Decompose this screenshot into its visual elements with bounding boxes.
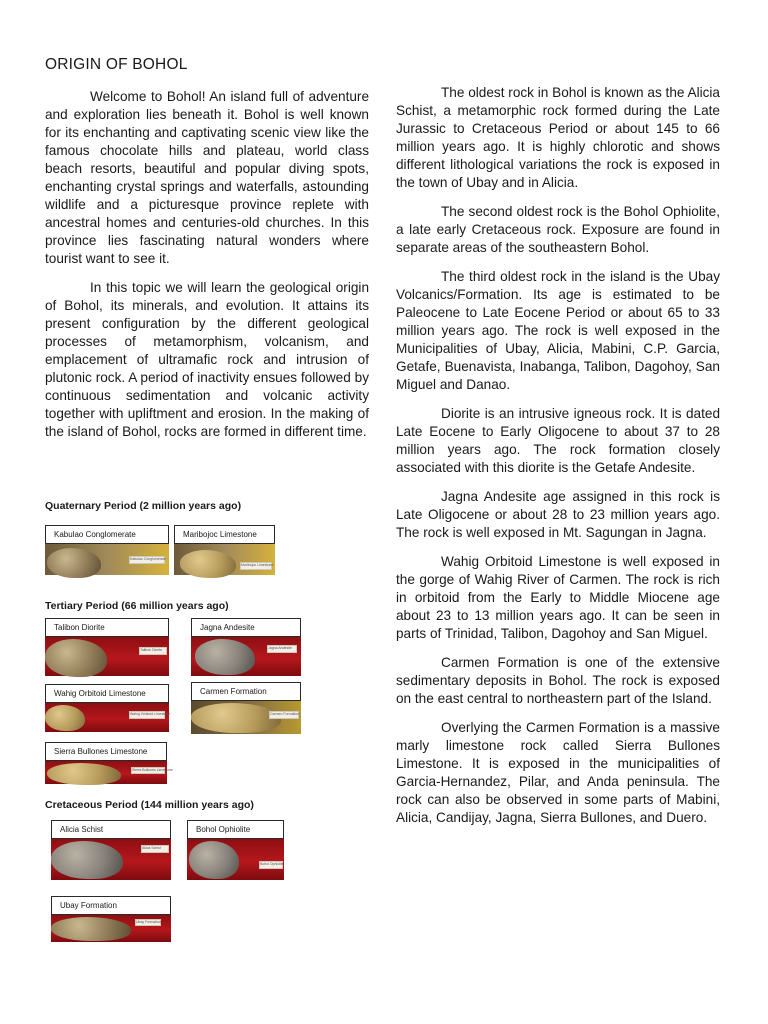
quaternary-heading: Quaternary Period (2 million years ago) — [45, 500, 242, 512]
rock-sample — [51, 917, 131, 941]
rock-sample — [45, 705, 85, 731]
rock-photo — [51, 915, 171, 942]
rock-photo — [45, 761, 173, 784]
specimen-bohol-ophiolite — [187, 820, 284, 880]
rock-photo — [174, 544, 275, 575]
sample-tag: Sierra Bullones Limestone — [132, 768, 173, 772]
intro-paragraph: Welcome to Bohol! An island full of adventure and exploration lies beneath it. Bohol is well known for its enchanting and captivating scenic view like the famous chocolate hills and plateau, world class beach resorts, beautiful and popular diving spots, enchanting crystal springs and waterfalls, astounding wildlife and a picturesque province replete with ancestral homes and centuries-old churches. In this province lies fascinating natural wonders where tourist want to see it. — [45, 89, 369, 266]
sample-tag: Kabulao Conglomerate — [129, 556, 165, 564]
specimen-label: Maribojoc Limestone — [174, 525, 275, 544]
rock-photo — [187, 839, 284, 880]
rock-sample — [180, 550, 236, 578]
rock-photo — [45, 544, 169, 575]
ubay-volcanics-paragraph: The third oldest rock in the island is the Ubay Volcanics/Formation. Its age is estimated to be Paleocene to Late Eocene Period or about 65 to 33 million years ago. The rock is well exposed in the Municipalities of Ubay, Alicia, Mabini, C.P. Garcia, Getafe, Buenavista, Inabanga, Talibon, Dagohoy, San Miguel and Danao. — [396, 269, 720, 392]
specimen-label: Talibon Diorite — [45, 618, 169, 637]
specimen-label: Carmen Formation — [191, 682, 301, 701]
tertiary-heading: Tertiary Period (66 million years ago) — [45, 600, 229, 612]
wahig-limestone-paragraph: Wahig Orbitoid Limestone is well exposed in the gorge of Wahig River of Carmen. The rock is rich in orbitoid from the Early to Middle Miocene age about 23 to 13 million years ago. It can be seen in parts of Trinidad, Talibon, Dagohoy and San Miguel. — [396, 554, 720, 641]
sample-tag: Wahig Orbitoid Limestone — [129, 711, 165, 719]
sample-tag: Alicia Schist — [141, 845, 169, 853]
sample-tag: Ubay Formation — [136, 920, 161, 924]
rock-photo — [51, 839, 171, 880]
rock-sample — [51, 841, 123, 879]
sample-tag: Maribojoc Limestone — [240, 562, 272, 570]
specimen-label: Wahig Orbitoid Limestone — [45, 684, 169, 703]
sample-tag: Bohol Ophiolite — [259, 861, 283, 869]
sample-tag: Jagna Andesite — [267, 645, 297, 653]
rock-sample — [45, 639, 107, 677]
specimen-sierra-bullones-limestone — [45, 742, 173, 784]
left-column — [45, 88, 369, 452]
page-title: ORIGIN OF BOHOL — [45, 56, 188, 73]
alicia-schist-paragraph: The oldest rock in Bohol is known as the Alicia Schist, a metamorphic rock formed during the Late Jurassic to Cretaceous Period or about 145 to 66 million years ago. It is highly chlorotic and shows different lithological variations the rock is exposed in the town of Ubay and in Alicia. — [396, 85, 720, 190]
specimen-ubay-formation — [51, 896, 171, 942]
specimen-kabulao-conglomerate — [45, 525, 169, 575]
specimen-maribojoc-limestone — [174, 525, 275, 575]
carmen-formation-paragraph: Carmen Formation is one of the extensive sedimentary deposits in Bohol. The rock is exposed on the east central to northeastern part of the Island. — [396, 655, 720, 706]
specimen-label: Sierra Bullones Limestone — [45, 742, 167, 761]
sample-tag: Carmen Formation — [269, 711, 299, 719]
rock-sample — [189, 841, 239, 879]
specimen-label: Bohol Ophiolite — [187, 820, 284, 839]
rock-photo — [191, 637, 301, 676]
specimen-carmen-formation — [191, 682, 301, 734]
specimen-label: Kabulao Conglomerate — [45, 525, 169, 544]
topic-paragraph: In this topic we will learn the geological origin of Bohol, its minerals, and evolution. It attains its present configuration by the different geological processes of metamorphism, volcanism, and emplacement of ultramafic rock and intrusion of plutonic rock. A period of inactivity ensues followed by continuous sedimentation and volcanic activity together with upliftment and erosion. In the making of the island of Bohol, rocks are formed in different time. — [45, 280, 369, 439]
rock-sample — [191, 703, 281, 733]
jagna-andesite-paragraph: Jagna Andesite age assigned in this rock is Late Oligocene or about 28 to 23 million years ago. The rock is well exposed in Mt. Sagungan in Jagna. — [396, 489, 720, 540]
rock-sample — [47, 548, 101, 578]
cretaceous-heading: Cretaceous Period (144 million years ago) — [45, 799, 254, 811]
specimen-jagna-andesite — [191, 618, 301, 676]
specimen-label: Ubay Formation — [51, 896, 171, 915]
specimen-label: Jagna Andesite — [191, 618, 301, 637]
rock-sample — [195, 639, 255, 675]
specimen-wahig-orbitoid-limestone — [45, 684, 169, 732]
specimen-label: Alicia Schist — [51, 820, 171, 839]
diorite-paragraph: Diorite is an intrusive igneous rock. It is dated Late Eocene to Early Oligocene to about 37 to 28 million years ago. The rock formation closely associated with this diorite is the Getafe Andesite. — [396, 406, 720, 475]
specimen-talibon-diorite — [45, 618, 169, 676]
rock-photo — [45, 703, 169, 732]
rock-photo — [191, 701, 301, 734]
sierra-bullones-paragraph: Overlying the Carmen Formation is a massive marly limestone rock called Sierra Bullones Limestone. It is exposed in the municipalities of Garcia-Hernandez, Pilar, and Anda peninsula. The rock can also be observed in some parts of Mabini, Alicia, Candijay, Jagna, Sierra Bullones, and Duero. — [396, 720, 720, 825]
right-column — [396, 84, 720, 838]
specimen-alicia-schist — [51, 820, 171, 880]
bohol-ophiolite-paragraph: The second oldest rock is the Bohol Ophiolite, a late early Cretaceous rock. Exposure are found in separate areas of the southeastern Bohol. — [396, 204, 720, 255]
sample-tag: Talibon Diorite — [139, 647, 167, 655]
rock-photo — [45, 637, 169, 676]
rock-sample — [47, 763, 121, 785]
